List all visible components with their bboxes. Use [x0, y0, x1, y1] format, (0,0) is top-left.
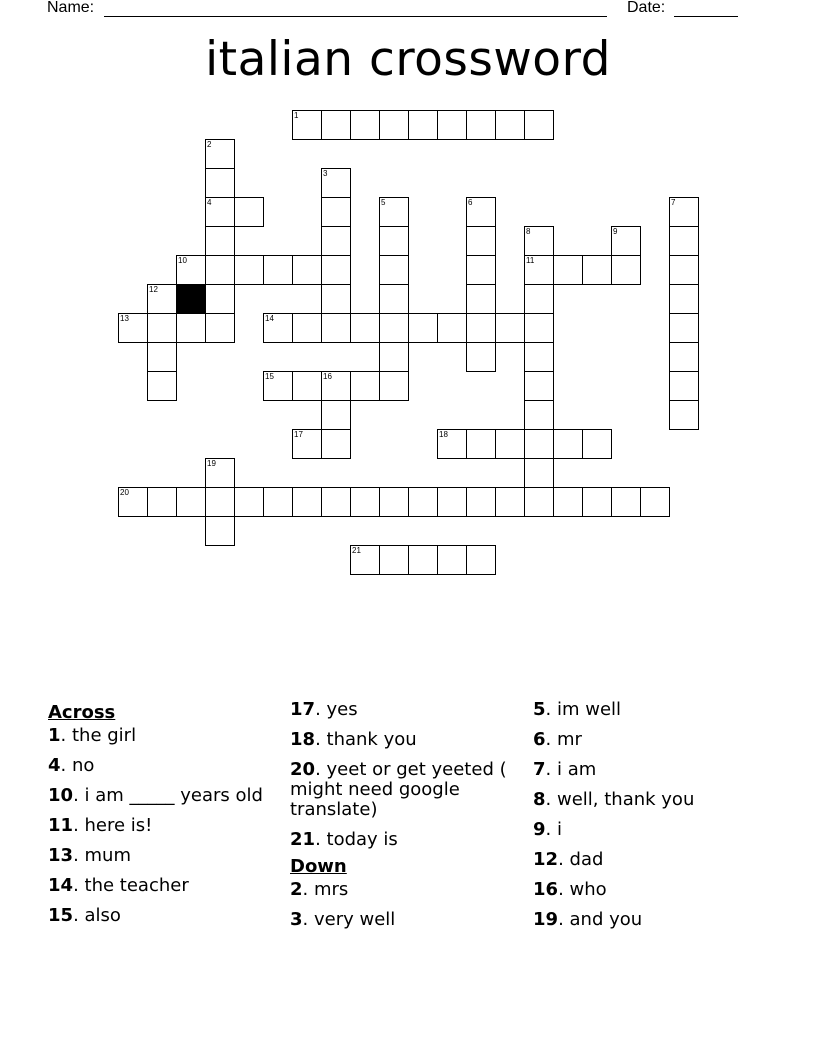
clue-number: 7: [533, 759, 546, 780]
grid-cell[interactable]: [466, 429, 496, 459]
grid-cell[interactable]: [205, 255, 235, 285]
grid-cell[interactable]: [321, 400, 351, 430]
grid-cell[interactable]: [408, 545, 438, 575]
grid-cell[interactable]: [553, 255, 583, 285]
clue-number: 17: [290, 699, 316, 720]
clue-across-13: 13. mum: [48, 845, 131, 866]
clue-text: dad: [569, 849, 604, 870]
clue-text: yes: [326, 699, 358, 720]
grid-cell[interactable]: [205, 168, 235, 198]
cell-number: 2: [207, 140, 212, 149]
grid-cell[interactable]: [524, 284, 554, 314]
grid-cell[interactable]: [408, 313, 438, 343]
grid-cell-3[interactable]: [321, 168, 351, 198]
grid-cell-19[interactable]: [205, 458, 235, 488]
date-label: Date:: [627, 0, 666, 16]
cell-number: 12: [149, 285, 158, 294]
clue-number: 5: [533, 699, 546, 720]
grid-cell[interactable]: [321, 487, 351, 517]
clue-number: 1: [48, 725, 61, 746]
grid-cell[interactable]: [292, 487, 322, 517]
cell-number: 20: [120, 488, 129, 497]
clue-column-1: [48, 700, 273, 936]
clue-number: 3: [290, 909, 303, 930]
grid-cell-21[interactable]: [350, 545, 380, 575]
grid-cell[interactable]: [495, 110, 525, 140]
grid-cell[interactable]: [553, 429, 583, 459]
clue-number: 8: [533, 789, 546, 810]
clue-text: also: [84, 905, 121, 926]
clue-across-1: 1. the girl: [48, 725, 137, 746]
grid-cell[interactable]: [379, 226, 409, 256]
grid-cell[interactable]: [524, 487, 554, 517]
grid-cell[interactable]: [292, 255, 322, 285]
clue-text: mrs: [313, 879, 349, 900]
grid-cell[interactable]: [611, 487, 641, 517]
grid-cell[interactable]: [321, 313, 351, 343]
clue-number: 11: [48, 815, 74, 836]
grid-cell[interactable]: [582, 255, 612, 285]
grid-cell[interactable]: [495, 487, 525, 517]
grid-cell-14[interactable]: [263, 313, 293, 343]
clue-across-21: 21. today is: [290, 829, 398, 850]
grid-cell[interactable]: [292, 313, 322, 343]
grid-cell[interactable]: [205, 226, 235, 256]
clue-text: today is: [326, 829, 398, 850]
grid-cell[interactable]: [350, 487, 380, 517]
grid-cell[interactable]: [524, 429, 554, 459]
grid-cell-8[interactable]: [524, 226, 554, 256]
cell-number: 11: [526, 256, 535, 265]
page-title: italian crossword: [205, 32, 611, 87]
grid-cell[interactable]: [205, 487, 235, 517]
grid-cell[interactable]: [466, 110, 496, 140]
grid-cell[interactable]: [350, 313, 380, 343]
grid-cell-16[interactable]: [321, 371, 351, 401]
cell-number: 9: [613, 227, 618, 236]
grid-cell-5[interactable]: [379, 197, 409, 227]
grid-cell[interactable]: [495, 429, 525, 459]
grid-cell[interactable]: [350, 371, 380, 401]
grid-cell-9[interactable]: [611, 226, 641, 256]
grid-cell[interactable]: [205, 516, 235, 546]
grid-cell[interactable]: [176, 487, 206, 517]
clue-number: 14: [48, 875, 74, 896]
grid-cell-17[interactable]: [292, 429, 322, 459]
clue-column-2: [290, 700, 515, 940]
grid-cell[interactable]: [669, 342, 699, 372]
grid-cell[interactable]: [292, 371, 322, 401]
grid-cell[interactable]: [524, 313, 554, 343]
clue-down-16: 16. who: [533, 879, 607, 900]
name-label: Name:: [47, 0, 95, 16]
grid-cell-4[interactable]: [205, 197, 235, 227]
clue-down-12: 12. dad: [533, 849, 604, 870]
grid-cell-1[interactable]: [292, 110, 322, 140]
grid-cell[interactable]: [408, 487, 438, 517]
grid-cell[interactable]: [147, 487, 177, 517]
grid-cell[interactable]: [669, 313, 699, 343]
clue-down-5: 5. im well: [533, 699, 622, 720]
grid-cell[interactable]: [205, 284, 235, 314]
grid-cell[interactable]: [553, 487, 583, 517]
grid-cell[interactable]: [379, 545, 409, 575]
clue-down-8: 8. well, thank you: [533, 789, 695, 810]
grid-cell[interactable]: [147, 371, 177, 401]
grid-cell[interactable]: [582, 487, 612, 517]
clue-across-15: 15. also: [48, 905, 121, 926]
clue-number: 2: [290, 879, 303, 900]
cell-number: 5: [381, 198, 386, 207]
grid-cell[interactable]: [379, 487, 409, 517]
clue-text: well, thank you: [556, 789, 695, 810]
grid-cell[interactable]: [234, 197, 264, 227]
grid-cell[interactable]: [350, 110, 380, 140]
grid-cell-20[interactable]: [118, 487, 148, 517]
clue-number: 19: [533, 909, 559, 930]
grid-cell[interactable]: [147, 313, 177, 343]
cell-number: 6: [468, 198, 473, 207]
clue-down-3: 3. very well: [290, 909, 396, 930]
grid-cell[interactable]: [669, 284, 699, 314]
cell-number: 17: [294, 430, 303, 439]
grid-cell[interactable]: [234, 255, 264, 285]
cell-number: 19: [207, 459, 216, 468]
clue-text: i: [556, 819, 562, 840]
clue-number: 16: [533, 879, 559, 900]
cell-number: 16: [323, 372, 332, 381]
grid-cell[interactable]: [524, 371, 554, 401]
grid-cell[interactable]: [321, 429, 351, 459]
cell-number: 18: [439, 430, 448, 439]
clue-number: 15: [48, 905, 74, 926]
clue-number: 10: [48, 785, 74, 806]
grid-cell-11[interactable]: [524, 255, 554, 285]
clue-across-4: 4. no: [48, 755, 95, 776]
grid-cell[interactable]: [379, 313, 409, 343]
grid-cell[interactable]: [408, 110, 438, 140]
clue-text: im well: [556, 699, 622, 720]
clue-text: here is!: [84, 815, 153, 836]
grid-cell[interactable]: [524, 458, 554, 488]
down-heading: Down: [290, 856, 347, 877]
grid-cell[interactable]: [321, 284, 351, 314]
grid-cell[interactable]: [263, 487, 293, 517]
grid-cell[interactable]: [466, 284, 496, 314]
grid-cell[interactable]: [466, 255, 496, 285]
clue-text: mum: [84, 845, 131, 866]
clue-down-9: 9. i: [533, 819, 562, 840]
clue-text: and you: [569, 909, 643, 930]
clue-across-17: 17. yes: [290, 699, 358, 720]
cell-number: 21: [352, 546, 361, 555]
grid-cell[interactable]: [466, 545, 496, 575]
cell-number: 4: [207, 198, 212, 207]
cell-number: 14: [265, 314, 274, 323]
clue-text: the girl: [71, 725, 137, 746]
grid-cell[interactable]: [379, 371, 409, 401]
grid-cell[interactable]: [669, 226, 699, 256]
grid-cell[interactable]: [379, 255, 409, 285]
grid-cell[interactable]: [669, 371, 699, 401]
grid-cell[interactable]: [379, 284, 409, 314]
grid-cell[interactable]: [379, 342, 409, 372]
cell-number: 13: [120, 314, 129, 323]
clue-down-6: 6. mr: [533, 729, 582, 750]
grid-cell[interactable]: [263, 255, 293, 285]
grid-cell[interactable]: [669, 400, 699, 430]
clue-across-10: 10. i am _____ years old: [48, 785, 263, 806]
grid-cell-12[interactable]: [147, 284, 177, 314]
black-square: [176, 284, 206, 314]
grid-cell-10[interactable]: [176, 255, 206, 285]
clue-number: 21: [290, 829, 316, 850]
grid-cell[interactable]: [640, 487, 670, 517]
clue-across-11: 11. here is!: [48, 815, 153, 836]
clue-down-19: 19. and you: [533, 909, 643, 930]
clue-text: the teacher: [84, 875, 189, 896]
grid-cell[interactable]: [176, 313, 206, 343]
grid-cell[interactable]: [321, 226, 351, 256]
clue-text: very well: [313, 909, 396, 930]
grid-cell[interactable]: [147, 342, 177, 372]
grid-cell[interactable]: [437, 313, 467, 343]
clue-across-14: 14. the teacher: [48, 875, 189, 896]
grid-cell-7[interactable]: [669, 197, 699, 227]
grid-cell[interactable]: [466, 313, 496, 343]
grid-cell-6[interactable]: [466, 197, 496, 227]
clue-text: who: [569, 879, 607, 900]
grid-cell[interactable]: [611, 255, 641, 285]
grid-cell[interactable]: [321, 255, 351, 285]
grid-cell[interactable]: [437, 545, 467, 575]
clue-column-3: [533, 700, 758, 940]
grid-cell[interactable]: [495, 313, 525, 343]
grid-cell[interactable]: [234, 487, 264, 517]
clue-down-7: 7. i am: [533, 759, 597, 780]
clue-text: i am: [556, 759, 597, 780]
grid-cell[interactable]: [524, 110, 554, 140]
clue-text: yeet or get yeeted ( might need google translate): [290, 759, 507, 820]
grid-cell[interactable]: [582, 429, 612, 459]
clue-across-18: 18. thank you: [290, 729, 417, 750]
grid-cell[interactable]: [437, 110, 467, 140]
grid-cell[interactable]: [524, 342, 554, 372]
grid-cell[interactable]: [437, 487, 467, 517]
cell-number: 10: [178, 256, 187, 265]
clue-text: mr: [556, 729, 582, 750]
grid-cell[interactable]: [379, 110, 409, 140]
clue-number: 6: [533, 729, 546, 750]
clue-number: 20: [290, 759, 316, 780]
clue-number: 4: [48, 755, 61, 776]
clue-text: thank you: [326, 729, 417, 750]
grid-cell-2[interactable]: [205, 139, 235, 169]
cell-number: 7: [671, 198, 676, 207]
clue-number: 12: [533, 849, 559, 870]
cell-number: 3: [323, 169, 328, 178]
grid-cell-18[interactable]: [437, 429, 467, 459]
grid-cell[interactable]: [524, 400, 554, 430]
clue-number: 13: [48, 845, 74, 866]
cell-number: 15: [265, 372, 274, 381]
grid-cell[interactable]: [466, 342, 496, 372]
cell-number: 8: [526, 227, 531, 236]
cell-number: 1: [294, 111, 299, 120]
clue-across-20: 20. yeet or get yeeted ( might need google translate): [290, 759, 507, 820]
grid-cell-15[interactable]: [263, 371, 293, 401]
clue-text: i am _____ years old: [84, 785, 263, 806]
grid-cell[interactable]: [466, 487, 496, 517]
grid-cell[interactable]: [466, 226, 496, 256]
across-heading: Across: [48, 702, 116, 723]
grid-cell-13[interactable]: [118, 313, 148, 343]
clue-text: no: [71, 755, 95, 776]
clue-number: 18: [290, 729, 316, 750]
grid-cell[interactable]: [321, 110, 351, 140]
grid-cell[interactable]: [669, 255, 699, 285]
grid-cell[interactable]: [321, 197, 351, 227]
clue-number: 9: [533, 819, 546, 840]
clue-down-2: 2. mrs: [290, 879, 349, 900]
grid-cell[interactable]: [205, 313, 235, 343]
